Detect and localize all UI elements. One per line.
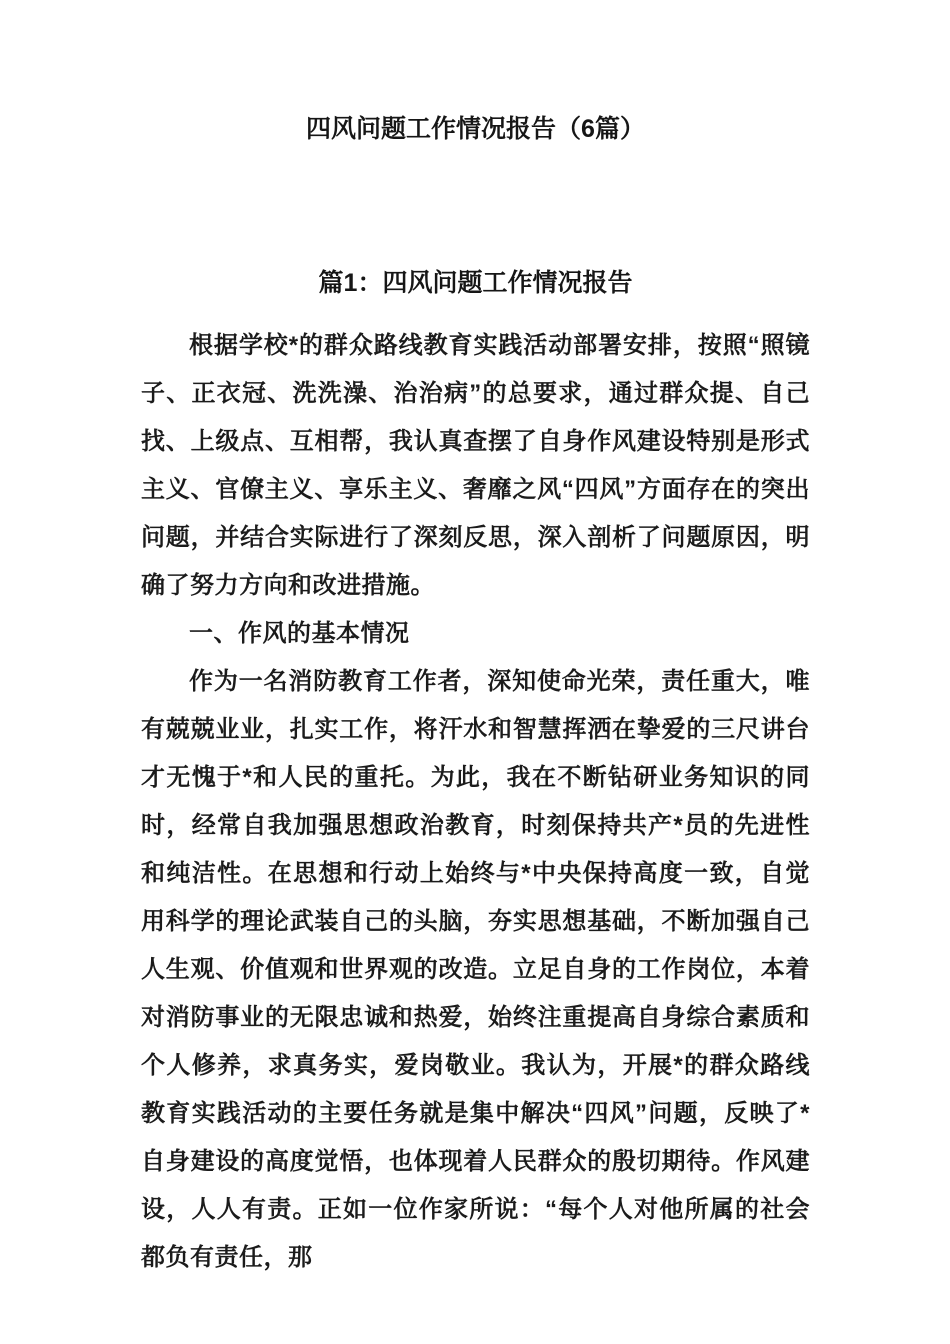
subsection-heading: 一、作风的基本情况 bbox=[189, 620, 410, 647]
paragraph-intro: 根据学校*的群众路线教育实践活动部署安排，按照“照镜子、正衣冠、洗洗澡、治治病”的总要求，通过群众提、自己找、上级点、互相帮，我认真查摆了自身作风建设特别是形式主义、官僚主义、享乐主义、奢靡之风“四风”方面存在的突出问题，并结合实际进行了深刻反思，深入剖析了问题原因，明确了努力方向和改进措施。 bbox=[141, 332, 810, 599]
document-body bbox=[141, 322, 810, 1282]
section-heading: 篇1：四风问题工作情况报告 bbox=[318, 269, 633, 297]
paragraph-body: 作为一名消防教育工作者，深知使命光荣，责任重大，唯有兢兢业业，扎实工作，将汗水和智慧挥洒在挚爱的三尺讲台才无愧于*和人民的重托。为此，我在不断钻研业务知识的同时，经常自我加强思想政治教育，时刻保持共产*员的先进性和纯洁性。在思想和行动上始终与*中央保持高度一致，自觉用科学的理论武装自己的头脑，夯实思想基础，不断加强自己人生观、价值观和世界观的改造。立足自身的工作岗位，本着对消防事业的无限忠诚和热爱，始终注重提高自身综合素质和个人修养，求真务实，爱岗敬业。我认为，开展*的群众路线教育实践活动的主要任务就是集中解决“四风”问题，反映了*自身建设的高度觉悟，也体现着人民群众的殷切期待。作风建设，人人有责。正如一位作家所说：“每个人对他所属的社会都负有责任，那 bbox=[141, 668, 810, 1271]
document-title: 四风问题工作情况报告（6篇） bbox=[306, 115, 645, 143]
